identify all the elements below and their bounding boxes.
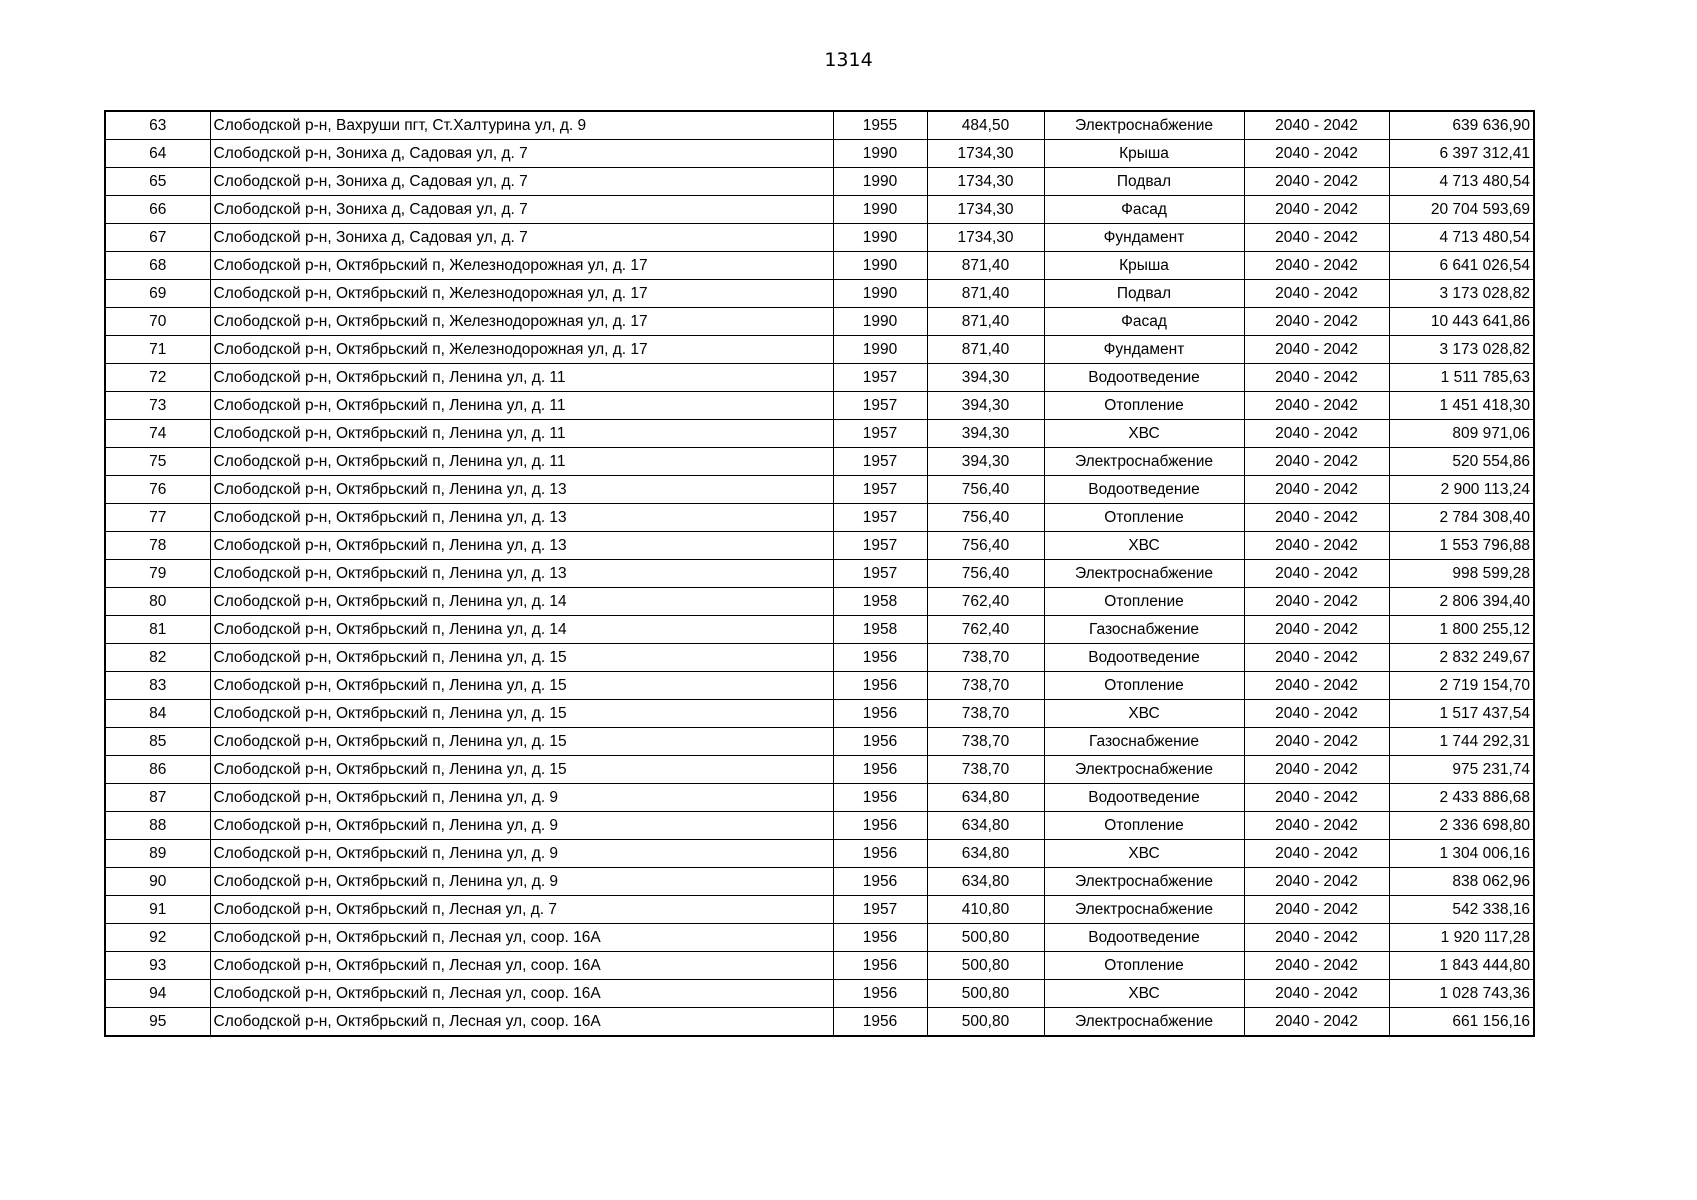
period-cell: 2040 - 2042 — [1244, 420, 1389, 448]
area-cell: 410,80 — [927, 896, 1044, 924]
row-number-cell: 81 — [105, 616, 210, 644]
table-row — [105, 111, 1534, 140]
year-built-cell: 1990 — [833, 336, 927, 364]
period-cell: 2040 - 2042 — [1244, 700, 1389, 728]
year-built-cell: 1958 — [833, 616, 927, 644]
period-cell: 2040 - 2042 — [1244, 672, 1389, 700]
address-cell: Слободской р-н, Зониха д, Садовая ул, д. 7 — [210, 168, 833, 196]
address-cell: Слободской р-н, Октябрьский п, Железнодорожная ул, д. 17 — [210, 252, 833, 280]
area-cell: 500,80 — [927, 1008, 1044, 1037]
work-type-cell: Водоотведение — [1044, 364, 1244, 392]
period-cell: 2040 - 2042 — [1244, 840, 1389, 868]
period-cell: 2040 - 2042 — [1244, 952, 1389, 980]
work-type-cell: Электроснабжение — [1044, 756, 1244, 784]
work-type-cell: Водоотведение — [1044, 784, 1244, 812]
year-built-cell: 1956 — [833, 784, 927, 812]
address-cell: Слободской р-н, Октябрьский п, Лесная ул, соор. 16А — [210, 1008, 833, 1037]
table-row — [105, 980, 1534, 1008]
year-built-cell: 1990 — [833, 224, 927, 252]
page-number: 1314 — [824, 49, 873, 71]
area-cell: 762,40 — [927, 588, 1044, 616]
area-cell: 871,40 — [927, 252, 1044, 280]
table-row — [105, 728, 1534, 756]
address-cell: Слободской р-н, Октябрьский п, Ленина ул, д. 9 — [210, 840, 833, 868]
address-cell: Слободской р-н, Октябрьский п, Железнодорожная ул, д. 17 — [210, 280, 833, 308]
table-row — [105, 252, 1534, 280]
address-cell: Слободской р-н, Октябрьский п, Ленина ул, д. 11 — [210, 448, 833, 476]
period-cell: 2040 - 2042 — [1244, 336, 1389, 364]
area-cell: 871,40 — [927, 280, 1044, 308]
row-number-cell: 66 — [105, 196, 210, 224]
work-type-cell: Электроснабжение — [1044, 868, 1244, 896]
address-cell: Слободской р-н, Октябрьский п, Лесная ул, соор. 16А — [210, 924, 833, 952]
area-cell: 1734,30 — [927, 140, 1044, 168]
work-type-cell: Крыша — [1044, 140, 1244, 168]
cost-cell: 975 231,74 — [1389, 756, 1534, 784]
area-cell: 394,30 — [927, 392, 1044, 420]
year-built-cell: 1956 — [833, 980, 927, 1008]
work-type-cell: Водоотведение — [1044, 644, 1244, 672]
area-cell: 762,40 — [927, 616, 1044, 644]
cost-cell: 639 636,90 — [1389, 111, 1534, 140]
period-cell: 2040 - 2042 — [1244, 896, 1389, 924]
row-number-cell: 63 — [105, 111, 210, 140]
period-cell: 2040 - 2042 — [1244, 532, 1389, 560]
cost-cell: 2 719 154,70 — [1389, 672, 1534, 700]
row-number-cell: 76 — [105, 476, 210, 504]
work-type-cell: ХВС — [1044, 980, 1244, 1008]
year-built-cell: 1990 — [833, 196, 927, 224]
work-type-cell: Отопление — [1044, 392, 1244, 420]
row-number-cell: 92 — [105, 924, 210, 952]
work-type-cell: Фасад — [1044, 196, 1244, 224]
table-row — [105, 868, 1534, 896]
address-cell: Слободской р-н, Октябрьский п, Ленина ул, д. 9 — [210, 868, 833, 896]
cost-cell: 1 451 418,30 — [1389, 392, 1534, 420]
work-type-cell: Отопление — [1044, 952, 1244, 980]
row-number-cell: 73 — [105, 392, 210, 420]
row-number-cell: 79 — [105, 560, 210, 588]
address-cell: Слободской р-н, Октябрьский п, Лесная ул, соор. 16А — [210, 952, 833, 980]
table-row — [105, 280, 1534, 308]
year-built-cell: 1956 — [833, 924, 927, 952]
address-cell: Слободской р-н, Октябрьский п, Ленина ул, д. 14 — [210, 616, 833, 644]
year-built-cell: 1957 — [833, 476, 927, 504]
work-type-cell: Электроснабжение — [1044, 896, 1244, 924]
cost-cell: 1 800 255,12 — [1389, 616, 1534, 644]
table-row — [105, 224, 1534, 252]
period-cell: 2040 - 2042 — [1244, 728, 1389, 756]
period-cell: 2040 - 2042 — [1244, 280, 1389, 308]
work-type-cell: ХВС — [1044, 840, 1244, 868]
address-cell: Слободской р-н, Октябрьский п, Лесная ул, д. 7 — [210, 896, 833, 924]
address-cell: Слободской р-н, Октябрьский п, Железнодорожная ул, д. 17 — [210, 336, 833, 364]
cost-cell: 6 641 026,54 — [1389, 252, 1534, 280]
address-cell: Слободской р-н, Октябрьский п, Ленина ул, д. 15 — [210, 756, 833, 784]
year-built-cell: 1956 — [833, 644, 927, 672]
table-row — [105, 812, 1534, 840]
cost-cell: 2 806 394,40 — [1389, 588, 1534, 616]
row-number-cell: 83 — [105, 672, 210, 700]
cost-cell: 1 920 117,28 — [1389, 924, 1534, 952]
area-cell: 738,70 — [927, 672, 1044, 700]
year-built-cell: 1957 — [833, 504, 927, 532]
table-row — [105, 700, 1534, 728]
table-row — [105, 840, 1534, 868]
work-type-cell: Подвал — [1044, 280, 1244, 308]
table-row — [105, 504, 1534, 532]
period-cell: 2040 - 2042 — [1244, 616, 1389, 644]
work-type-cell: Электроснабжение — [1044, 1008, 1244, 1037]
address-cell: Слободской р-н, Зониха д, Садовая ул, д. 7 — [210, 196, 833, 224]
address-cell: Слободской р-н, Октябрьский п, Ленина ул, д. 15 — [210, 644, 833, 672]
table-row — [105, 364, 1534, 392]
area-cell: 738,70 — [927, 728, 1044, 756]
table-row — [105, 924, 1534, 952]
period-cell: 2040 - 2042 — [1244, 784, 1389, 812]
work-type-cell: Отопление — [1044, 672, 1244, 700]
table-row — [105, 784, 1534, 812]
row-number-cell: 93 — [105, 952, 210, 980]
cost-cell: 3 173 028,82 — [1389, 280, 1534, 308]
address-cell: Слободской р-н, Октябрьский п, Ленина ул, д. 15 — [210, 700, 833, 728]
address-cell: Слободской р-н, Октябрьский п, Ленина ул, д. 11 — [210, 364, 833, 392]
address-cell: Слободской р-н, Октябрьский п, Ленина ул, д. 14 — [210, 588, 833, 616]
row-number-cell: 91 — [105, 896, 210, 924]
year-built-cell: 1956 — [833, 868, 927, 896]
row-number-cell: 86 — [105, 756, 210, 784]
table-row — [105, 392, 1534, 420]
row-number-cell: 74 — [105, 420, 210, 448]
area-cell: 500,80 — [927, 924, 1044, 952]
year-built-cell: 1956 — [833, 700, 927, 728]
period-cell: 2040 - 2042 — [1244, 812, 1389, 840]
area-cell: 871,40 — [927, 336, 1044, 364]
table-row — [105, 1008, 1534, 1037]
row-number-cell: 77 — [105, 504, 210, 532]
work-type-cell: Отопление — [1044, 812, 1244, 840]
table-row — [105, 756, 1534, 784]
cost-cell: 2 433 886,68 — [1389, 784, 1534, 812]
row-number-cell: 88 — [105, 812, 210, 840]
cost-cell: 838 062,96 — [1389, 868, 1534, 896]
area-cell: 756,40 — [927, 532, 1044, 560]
cost-cell: 1 843 444,80 — [1389, 952, 1534, 980]
cost-cell: 2 900 113,24 — [1389, 476, 1534, 504]
period-cell: 2040 - 2042 — [1244, 1008, 1389, 1037]
area-cell: 634,80 — [927, 784, 1044, 812]
cost-cell: 1 553 796,88 — [1389, 532, 1534, 560]
table-row — [105, 308, 1534, 336]
cost-cell: 542 338,16 — [1389, 896, 1534, 924]
period-cell: 2040 - 2042 — [1244, 252, 1389, 280]
cost-cell: 1 511 785,63 — [1389, 364, 1534, 392]
area-cell: 634,80 — [927, 812, 1044, 840]
cost-cell: 1 744 292,31 — [1389, 728, 1534, 756]
work-type-cell: Газоснабжение — [1044, 616, 1244, 644]
area-cell: 871,40 — [927, 308, 1044, 336]
address-cell: Слободской р-н, Октябрьский п, Ленина ул, д. 9 — [210, 784, 833, 812]
year-built-cell: 1990 — [833, 308, 927, 336]
area-cell: 756,40 — [927, 476, 1044, 504]
area-cell: 634,80 — [927, 868, 1044, 896]
year-built-cell: 1955 — [833, 111, 927, 140]
year-built-cell: 1957 — [833, 896, 927, 924]
row-number-cell: 82 — [105, 644, 210, 672]
table-row — [105, 448, 1534, 476]
area-cell: 394,30 — [927, 420, 1044, 448]
area-cell: 738,70 — [927, 700, 1044, 728]
cost-cell: 661 156,16 — [1389, 1008, 1534, 1037]
row-number-cell: 87 — [105, 784, 210, 812]
year-built-cell: 1957 — [833, 364, 927, 392]
period-cell: 2040 - 2042 — [1244, 504, 1389, 532]
area-cell: 756,40 — [927, 560, 1044, 588]
period-cell: 2040 - 2042 — [1244, 196, 1389, 224]
period-cell: 2040 - 2042 — [1244, 924, 1389, 952]
row-number-cell: 68 — [105, 252, 210, 280]
row-number-cell: 65 — [105, 168, 210, 196]
work-type-cell: Водоотведение — [1044, 476, 1244, 504]
table-row — [105, 952, 1534, 980]
address-cell: Слободской р-н, Октябрьский п, Ленина ул, д. 13 — [210, 560, 833, 588]
table-row — [105, 644, 1534, 672]
period-cell: 2040 - 2042 — [1244, 392, 1389, 420]
area-cell: 1734,30 — [927, 168, 1044, 196]
work-type-cell: ХВС — [1044, 420, 1244, 448]
repair-schedule-table — [104, 110, 1535, 1037]
table-row — [105, 336, 1534, 364]
cost-cell: 4 713 480,54 — [1389, 224, 1534, 252]
row-number-cell: 70 — [105, 308, 210, 336]
work-type-cell: Отопление — [1044, 504, 1244, 532]
area-cell: 500,80 — [927, 980, 1044, 1008]
table-row — [105, 420, 1534, 448]
row-number-cell: 75 — [105, 448, 210, 476]
table-row — [105, 476, 1534, 504]
address-cell: Слободской р-н, Зониха д, Садовая ул, д. 7 — [210, 224, 833, 252]
period-cell: 2040 - 2042 — [1244, 868, 1389, 896]
cost-cell: 809 971,06 — [1389, 420, 1534, 448]
address-cell: Слободской р-н, Октябрьский п, Ленина ул, д. 13 — [210, 532, 833, 560]
table-row — [105, 532, 1534, 560]
area-cell: 484,50 — [927, 111, 1044, 140]
address-cell: Слободской р-н, Вахруши пгт, Ст.Халтурина ул, д. 9 — [210, 111, 833, 140]
table-row — [105, 140, 1534, 168]
table-row — [105, 672, 1534, 700]
area-cell: 738,70 — [927, 756, 1044, 784]
row-number-cell: 69 — [105, 280, 210, 308]
row-number-cell: 67 — [105, 224, 210, 252]
year-built-cell: 1957 — [833, 560, 927, 588]
table-row — [105, 196, 1534, 224]
table-row — [105, 168, 1534, 196]
row-number-cell: 84 — [105, 700, 210, 728]
cost-cell: 6 397 312,41 — [1389, 140, 1534, 168]
cost-cell: 998 599,28 — [1389, 560, 1534, 588]
address-cell: Слободской р-н, Октябрьский п, Ленина ул, д. 11 — [210, 392, 833, 420]
work-type-cell: Газоснабжение — [1044, 728, 1244, 756]
work-type-cell: ХВС — [1044, 700, 1244, 728]
table-row — [105, 588, 1534, 616]
address-cell: Слободской р-н, Зониха д, Садовая ул, д. 7 — [210, 140, 833, 168]
row-number-cell: 71 — [105, 336, 210, 364]
address-cell: Слободской р-н, Октябрьский п, Ленина ул, д. 9 — [210, 812, 833, 840]
period-cell: 2040 - 2042 — [1244, 140, 1389, 168]
work-type-cell: Отопление — [1044, 588, 1244, 616]
row-number-cell: 94 — [105, 980, 210, 1008]
work-type-cell: Фасад — [1044, 308, 1244, 336]
cost-cell: 10 443 641,86 — [1389, 308, 1534, 336]
work-type-cell: Крыша — [1044, 252, 1244, 280]
address-cell: Слободской р-н, Октябрьский п, Лесная ул, соор. 16А — [210, 980, 833, 1008]
year-built-cell: 1956 — [833, 1008, 927, 1037]
year-built-cell: 1956 — [833, 672, 927, 700]
year-built-cell: 1990 — [833, 168, 927, 196]
work-type-cell: Электроснабжение — [1044, 448, 1244, 476]
period-cell: 2040 - 2042 — [1244, 448, 1389, 476]
period-cell: 2040 - 2042 — [1244, 168, 1389, 196]
address-cell: Слободской р-н, Октябрьский п, Ленина ул, д. 13 — [210, 476, 833, 504]
work-type-cell: Фундамент — [1044, 224, 1244, 252]
period-cell: 2040 - 2042 — [1244, 588, 1389, 616]
work-type-cell: ХВС — [1044, 532, 1244, 560]
cost-cell: 20 704 593,69 — [1389, 196, 1534, 224]
row-number-cell: 90 — [105, 868, 210, 896]
period-cell: 2040 - 2042 — [1244, 364, 1389, 392]
year-built-cell: 1957 — [833, 448, 927, 476]
work-type-cell: Фундамент — [1044, 336, 1244, 364]
period-cell: 2040 - 2042 — [1244, 111, 1389, 140]
area-cell: 756,40 — [927, 504, 1044, 532]
row-number-cell: 95 — [105, 1008, 210, 1037]
table-row — [105, 616, 1534, 644]
row-number-cell: 85 — [105, 728, 210, 756]
work-type-cell: Водоотведение — [1044, 924, 1244, 952]
cost-cell: 1 028 743,36 — [1389, 980, 1534, 1008]
area-cell: 634,80 — [927, 840, 1044, 868]
year-built-cell: 1957 — [833, 392, 927, 420]
table-row — [105, 560, 1534, 588]
period-cell: 2040 - 2042 — [1244, 980, 1389, 1008]
cost-cell: 1 517 437,54 — [1389, 700, 1534, 728]
cost-cell: 3 173 028,82 — [1389, 336, 1534, 364]
address-cell: Слободской р-н, Октябрьский п, Ленина ул, д. 13 — [210, 504, 833, 532]
area-cell: 738,70 — [927, 644, 1044, 672]
row-number-cell: 89 — [105, 840, 210, 868]
year-built-cell: 1957 — [833, 420, 927, 448]
cost-cell: 1 304 006,16 — [1389, 840, 1534, 868]
area-cell: 1734,30 — [927, 196, 1044, 224]
year-built-cell: 1990 — [833, 280, 927, 308]
year-built-cell: 1956 — [833, 728, 927, 756]
period-cell: 2040 - 2042 — [1244, 756, 1389, 784]
work-type-cell: Электроснабжение — [1044, 560, 1244, 588]
area-cell: 1734,30 — [927, 224, 1044, 252]
cost-cell: 520 554,86 — [1389, 448, 1534, 476]
period-cell: 2040 - 2042 — [1244, 224, 1389, 252]
year-built-cell: 1958 — [833, 588, 927, 616]
year-built-cell: 1956 — [833, 952, 927, 980]
area-cell: 394,30 — [927, 448, 1044, 476]
cost-cell: 2 832 249,67 — [1389, 644, 1534, 672]
work-type-cell: Электроснабжение — [1044, 111, 1244, 140]
row-number-cell: 78 — [105, 532, 210, 560]
row-number-cell: 72 — [105, 364, 210, 392]
year-built-cell: 1956 — [833, 812, 927, 840]
address-cell: Слободской р-н, Октябрьский п, Ленина ул, д. 11 — [210, 420, 833, 448]
cost-cell: 2 784 308,40 — [1389, 504, 1534, 532]
year-built-cell: 1990 — [833, 252, 927, 280]
cost-cell: 4 713 480,54 — [1389, 168, 1534, 196]
row-number-cell: 64 — [105, 140, 210, 168]
table-body — [105, 111, 1534, 1036]
work-type-cell: Подвал — [1044, 168, 1244, 196]
period-cell: 2040 - 2042 — [1244, 560, 1389, 588]
year-built-cell: 1956 — [833, 756, 927, 784]
year-built-cell: 1956 — [833, 840, 927, 868]
year-built-cell: 1957 — [833, 532, 927, 560]
year-built-cell: 1990 — [833, 140, 927, 168]
period-cell: 2040 - 2042 — [1244, 644, 1389, 672]
address-cell: Слободской р-н, Октябрьский п, Ленина ул, д. 15 — [210, 728, 833, 756]
table-row — [105, 896, 1534, 924]
period-cell: 2040 - 2042 — [1244, 476, 1389, 504]
address-cell: Слободской р-н, Октябрьский п, Железнодорожная ул, д. 17 — [210, 308, 833, 336]
row-number-cell: 80 — [105, 588, 210, 616]
area-cell: 394,30 — [927, 364, 1044, 392]
period-cell: 2040 - 2042 — [1244, 308, 1389, 336]
address-cell: Слободской р-н, Октябрьский п, Ленина ул, д. 15 — [210, 672, 833, 700]
area-cell: 500,80 — [927, 952, 1044, 980]
cost-cell: 2 336 698,80 — [1389, 812, 1534, 840]
